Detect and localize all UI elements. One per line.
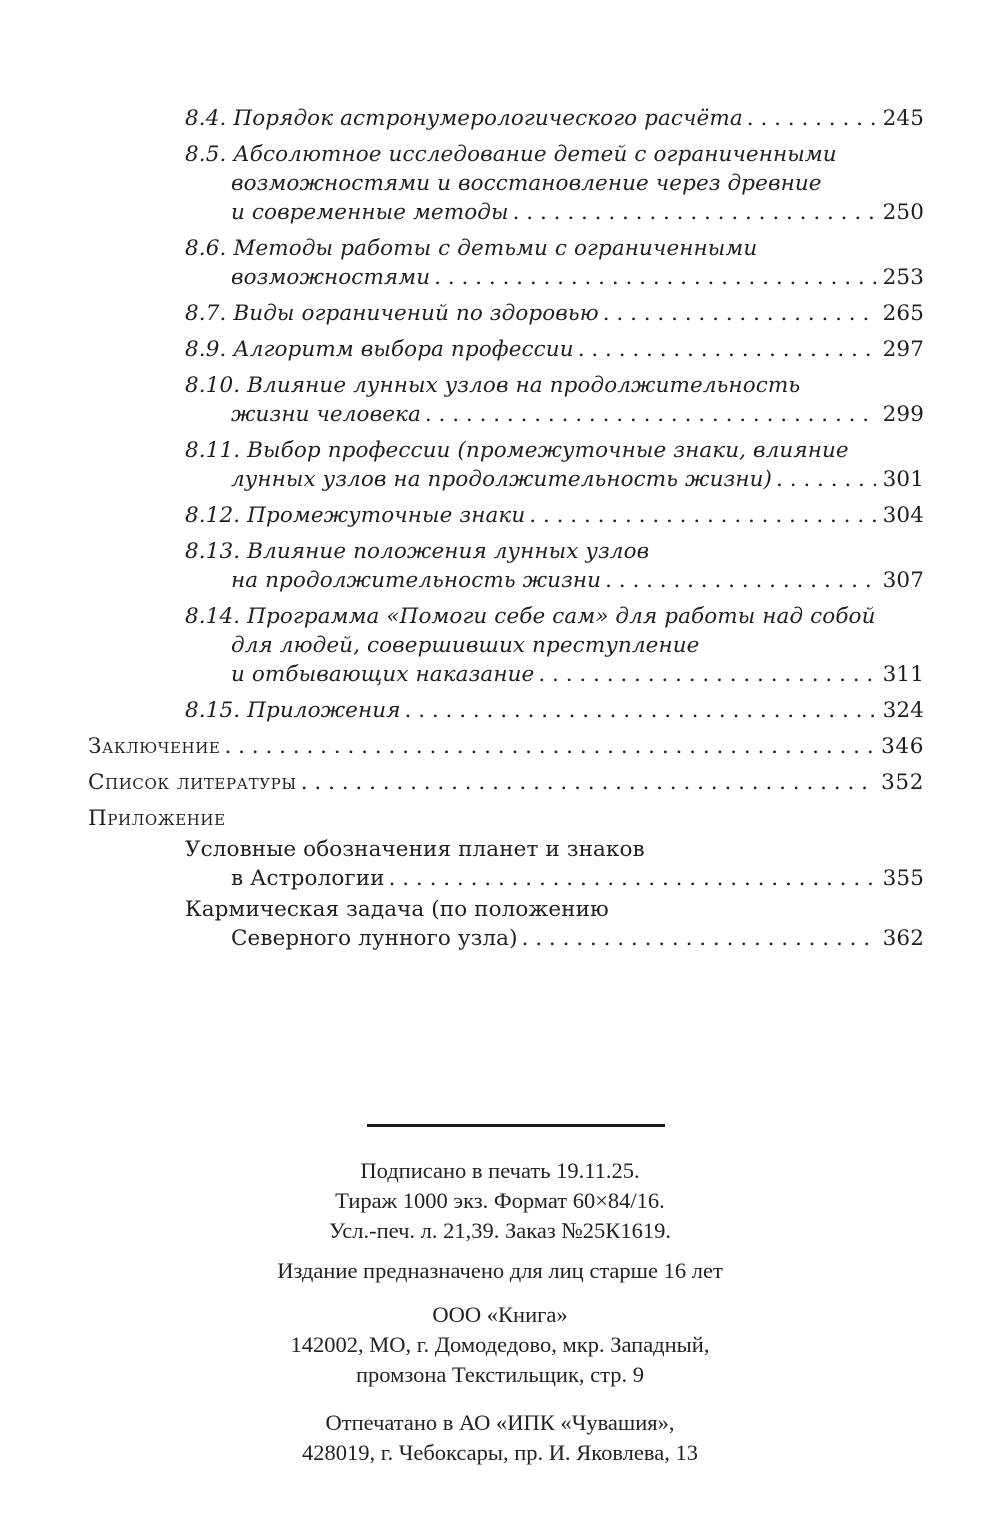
toc-entry-title: 8.10. Влияние лунных узлов на продолжительность — [185, 373, 801, 398]
toc-entry-title: Кармическая задача (по положению — [185, 897, 609, 922]
leader-dots — [529, 501, 876, 530]
leader-dots — [425, 400, 876, 429]
toc-entry-8-4[interactable] — [185, 104, 924, 133]
imprint-sheets: Усл.-печ. л. 21,39. Заказ №25К1619. — [329, 1218, 671, 1243]
leader-dots — [389, 864, 876, 893]
toc-appendix-heading: Приложение — [88, 806, 226, 831]
toc-entry-title: Заключение — [88, 734, 221, 759]
toc-entry-appendix-karmic[interactable] — [185, 895, 924, 953]
leader-dots — [301, 768, 875, 797]
toc-entry-title: Условные обозначения планет и знаков — [185, 837, 645, 862]
toc-page-number: 299 — [882, 402, 924, 427]
leader-dots — [747, 104, 876, 133]
leader-dots — [538, 660, 876, 689]
toc-entry-appendix-symbols[interactable] — [185, 835, 924, 893]
leader-dots — [603, 299, 876, 328]
divider-rule — [367, 1124, 665, 1127]
toc-entry-title-cont: в Астрологии — [231, 866, 385, 891]
toc-entry-title-cont: для людей, совершивших преступление — [231, 633, 700, 658]
imprint-publisher-address: 142002, МО, г. Домодедово, мкр. Западный, — [290, 1332, 710, 1357]
imprint-publisher-name: ООО «Книга» — [432, 1302, 568, 1327]
toc-entry-title: 8.4. Порядок астронумерологического расчёта — [185, 106, 743, 131]
toc-entry-8-15[interactable] — [185, 696, 924, 725]
toc-entry-8-10[interactable] — [185, 371, 924, 429]
toc-entry-title-cont: Северного лунного узла) — [231, 926, 518, 951]
toc-entry-title: 8.9. Алгоритм выбора профессии — [185, 337, 574, 362]
toc-entry-8-12[interactable] — [185, 501, 924, 530]
toc-entry-title: 8.14. Программа «Помоги себе сам» для работы над собой — [185, 604, 876, 629]
toc-entry-8-5[interactable] — [185, 140, 924, 227]
toc-page-number: 297 — [882, 337, 924, 362]
imprint-publisher — [0, 1300, 1000, 1390]
toc-page-number: 301 — [882, 467, 924, 492]
toc-entry-title-cont: возможностями — [231, 265, 431, 290]
toc-entry-title: 8.6. Методы работы с детьми с ограниченными — [185, 236, 758, 261]
toc-page-number: 250 — [882, 200, 924, 225]
toc-entry-title-cont: и отбывающих наказание — [231, 662, 535, 687]
toc-entry-title: 8.11. Выбор профессии (промежуточные знаки, влияние — [185, 438, 849, 463]
toc-entry-title: 8.13. Влияние положения лунных узлов — [185, 539, 650, 564]
toc-entry-8-14[interactable] — [185, 602, 924, 689]
leader-dots — [434, 263, 876, 292]
toc-page-number: 362 — [882, 926, 924, 951]
imprint-age: Издание предназначено для лиц старше 16 лет — [277, 1258, 723, 1283]
leader-dots — [776, 465, 876, 494]
imprint-print-info — [0, 1156, 1000, 1246]
toc-entry-title: Список литературы — [88, 770, 297, 795]
toc-page-number: 346 — [881, 734, 924, 759]
toc-entry-8-6[interactable] — [185, 234, 924, 292]
toc-entry-8-13[interactable] — [185, 537, 924, 595]
toc-entry-title: 8.15. Приложения — [185, 698, 401, 723]
imprint-printer-name: Отпечатано в АО «ИПК «Чувашия», — [325, 1410, 675, 1435]
toc-entry-title-cont: жизни человека — [231, 402, 421, 427]
table-of-contents — [88, 104, 924, 960]
toc-entry-8-9[interactable] — [185, 335, 924, 364]
leader-dots — [405, 696, 876, 725]
leader-dots — [578, 335, 876, 364]
leader-dots — [605, 566, 876, 595]
toc-entry-8-7[interactable] — [185, 299, 924, 328]
toc-page-number: 245 — [882, 106, 924, 131]
imprint-printer — [0, 1408, 1000, 1468]
toc-entry-title-cont: на продолжительность жизни — [231, 568, 602, 593]
toc-page-number: 311 — [882, 662, 924, 687]
toc-page-number: 355 — [882, 866, 924, 891]
toc-page-number: 352 — [881, 770, 924, 795]
toc-entry-title-cont: и современные методы — [231, 200, 509, 225]
imprint-age-rating — [0, 1256, 1000, 1286]
toc-entry-literature[interactable] — [88, 768, 924, 797]
imprint-circulation: Тираж 1000 экз. Формат 60×84/16. — [335, 1188, 665, 1213]
leader-dots — [513, 198, 876, 227]
leader-dots — [224, 732, 875, 761]
imprint-publisher-address: промзона Текстильщик, стр. 9 — [356, 1362, 644, 1387]
toc-page-number: 265 — [882, 301, 924, 326]
toc-page-number: 324 — [882, 698, 924, 723]
leader-dots — [522, 924, 876, 953]
toc-entry-title: 8.7. Виды ограничений по здоровью — [185, 301, 599, 326]
toc-page-number: 304 — [882, 503, 924, 528]
toc-entry-conclusion[interactable] — [88, 732, 924, 761]
toc-entry-title-cont: лунных узлов на продолжительность жизни) — [231, 467, 773, 492]
toc-page-number: 253 — [882, 265, 924, 290]
toc-entry-title: 8.12. Промежуточные знаки — [185, 503, 526, 528]
toc-entry-8-11[interactable] — [185, 436, 924, 494]
toc-entry-title: 8.5. Абсолютное исследование детей с ограниченными — [185, 142, 837, 167]
imprint-printer-address: 428019, г. Чебоксары, пр. И. Яковлева, 13 — [302, 1440, 698, 1465]
toc-entry-title-cont: возможностями и восстановление через древние — [231, 171, 822, 196]
toc-page-number: 307 — [882, 568, 924, 593]
imprint-signed: Подписано в печать 19.11.25. — [360, 1158, 640, 1183]
